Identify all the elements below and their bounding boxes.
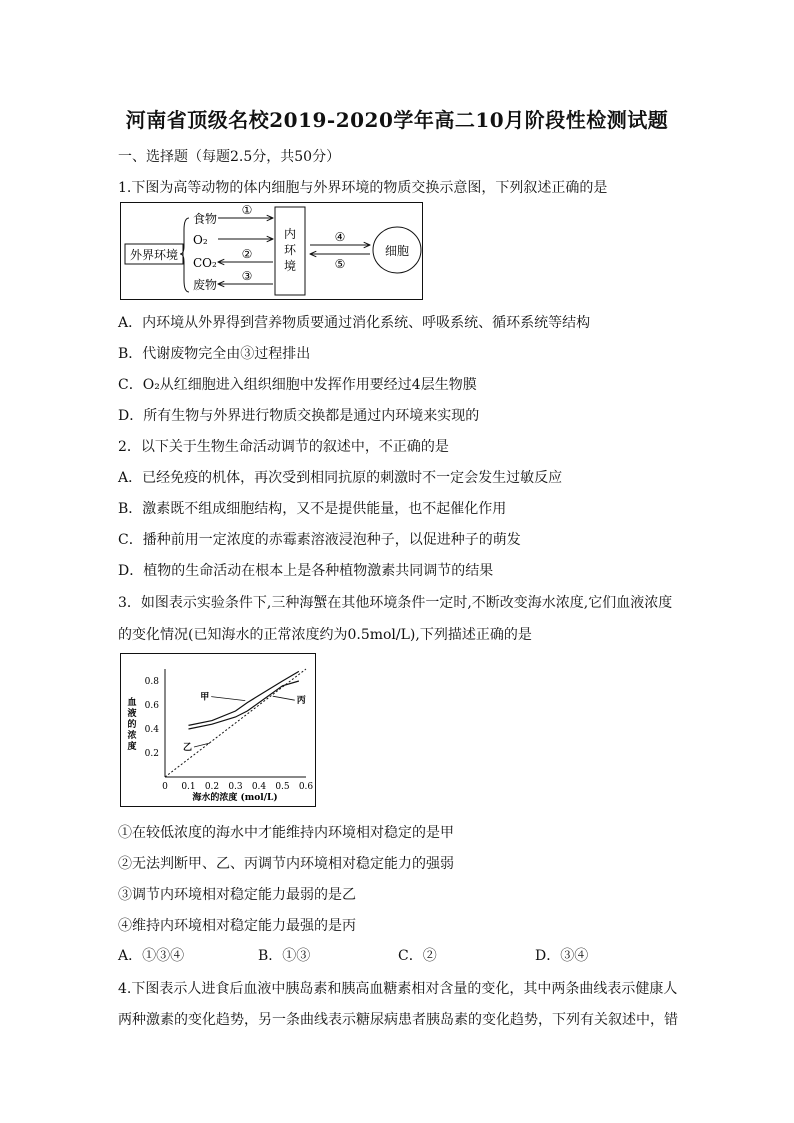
x-tick-2: 0.2 — [204, 782, 220, 792]
q3-statement-3: ③调节内环境相对稳定能力最弱的是乙 — [118, 887, 356, 903]
food-label: 食物 — [193, 212, 218, 226]
y-tick-0: 0.2 — [144, 749, 159, 759]
q3-choice-b: B．①③ — [258, 948, 311, 964]
inner-env-char-3: 境 — [283, 259, 297, 273]
label-3: ③ — [241, 269, 253, 283]
q3-stem-line-2: 的变化情况(已知海水的正常浓度约为0.5mol/L),下列描述正确的是 — [118, 627, 532, 643]
q3-statement-4: ④维持内环境相对稳定能力最强的是丙 — [118, 918, 356, 934]
series-label-0: 甲 — [200, 692, 210, 703]
q4-stem-line-2: 两种激素的变化趋势，另一条曲线表示糖尿病患者胰岛素的变化趋势，下列有关叙述中，错 — [118, 1012, 678, 1028]
page-title: 河南省顶级名校2019-2020学年高二10月阶段性检测试题 — [125, 108, 669, 132]
q2-stem: 2．以下关于生物生命活动调节的叙述中，不正确的是 — [118, 439, 449, 455]
cell-label: 细胞 — [384, 244, 410, 258]
q1-option-b: B．代谢废物完全由③过程排出 — [118, 346, 311, 362]
crab-blood-chart — [120, 653, 316, 807]
label-2: ② — [241, 247, 253, 261]
q3-choice-a: A．①③④ — [118, 948, 185, 964]
x-tick-3: 0.3 — [228, 782, 243, 792]
series-label-2: 丙 — [296, 696, 306, 707]
q4-stem-line-1: 4.下图表示人进食后血液中胰岛素和胰高血糖素相对含量的变化，其中两条曲线表示健康人 — [118, 981, 678, 997]
y-axis-label-2: 液 — [127, 709, 137, 719]
brace — [180, 218, 189, 292]
y-axis-label-5: 度 — [127, 742, 137, 752]
section-heading: 一、选择题（每题2.5分，共50分） — [118, 149, 341, 165]
label-5: ⑤ — [334, 257, 346, 271]
q3-choice-d: D．③④ — [535, 948, 589, 964]
series-leader-2 — [273, 696, 295, 700]
q3-statement-1: ①在较低浓度的海水中才能维持内环境相对稳定的是甲 — [118, 825, 454, 841]
q2-option-d: D．植物的生命活动在根本上是各种植物激素共同调节的结果 — [118, 563, 494, 579]
series-label-1: 乙 — [182, 743, 192, 753]
o2-label: O₂ — [193, 233, 208, 247]
y-tick-3: 0.8 — [144, 677, 159, 687]
y-tick-1: 0.4 — [144, 725, 159, 735]
y-axis-label-1: 血 — [127, 698, 137, 708]
x-tick-0: 0 — [162, 782, 168, 792]
waste-label: 废物 — [193, 278, 218, 292]
q3-statement-2: ②无法判断甲、乙、丙调节内环境相对稳定能力的强弱 — [118, 856, 454, 872]
co2-label: CO₂ — [193, 256, 217, 270]
q1-option-a: A．内环境从外界得到营养物质要通过消化系统、呼吸系统、循环系统等结构 — [118, 315, 591, 331]
x-axis-label: 海水的浓度 (mol/L) — [192, 793, 278, 803]
inner-env-char-2: 环 — [283, 243, 297, 257]
y-tick-2: 0.6 — [144, 701, 159, 711]
x-tick-5: 0.5 — [275, 782, 290, 792]
q3-choice-c: C．② — [398, 948, 437, 964]
x-tick-4: 0.4 — [251, 782, 267, 792]
series-leader-0 — [211, 697, 245, 701]
q2-option-c: C．播种前用一定浓度的赤霉素溶液浸泡种子，以促进种子的萌发 — [118, 532, 521, 548]
q1-option-d: D．所有生物与外界进行物质交换都是通过内环境来实现的 — [118, 408, 480, 424]
q2-option-b: B．激素既不组成细胞结构，又不是提供能量，也不起催化作用 — [118, 501, 507, 517]
y-axis-label-3: 的 — [127, 720, 137, 730]
inner-env-char-1: 内 — [283, 227, 297, 241]
x-tick-6: 0.6 — [298, 782, 314, 792]
q3-stem-line-1: 3．如图表示实验条件下,三种海蟹在其他环境条件一定时,不断改变海水浓度,它们血液浓度 — [118, 595, 673, 611]
q1-stem: 1.下图为高等动物的体内细胞与外界环境的物质交换示意图，下列叙述正确的是 — [118, 180, 608, 196]
y-axis-label-4: 浓 — [127, 731, 137, 741]
q2-option-a: A．已经免疫的机体，再次受到相同抗原的刺激时不一定会发生过敏反应 — [118, 470, 563, 486]
outside-label: 外界环境 — [129, 248, 179, 262]
x-tick-1: 0.1 — [181, 782, 196, 792]
label-4: ④ — [334, 230, 346, 244]
q1-option-c: C．O₂从红细胞进入组织细胞中发挥作用要经过4层生物膜 — [118, 377, 477, 393]
exchange-diagram — [120, 202, 423, 300]
label-1: ① — [241, 203, 253, 217]
